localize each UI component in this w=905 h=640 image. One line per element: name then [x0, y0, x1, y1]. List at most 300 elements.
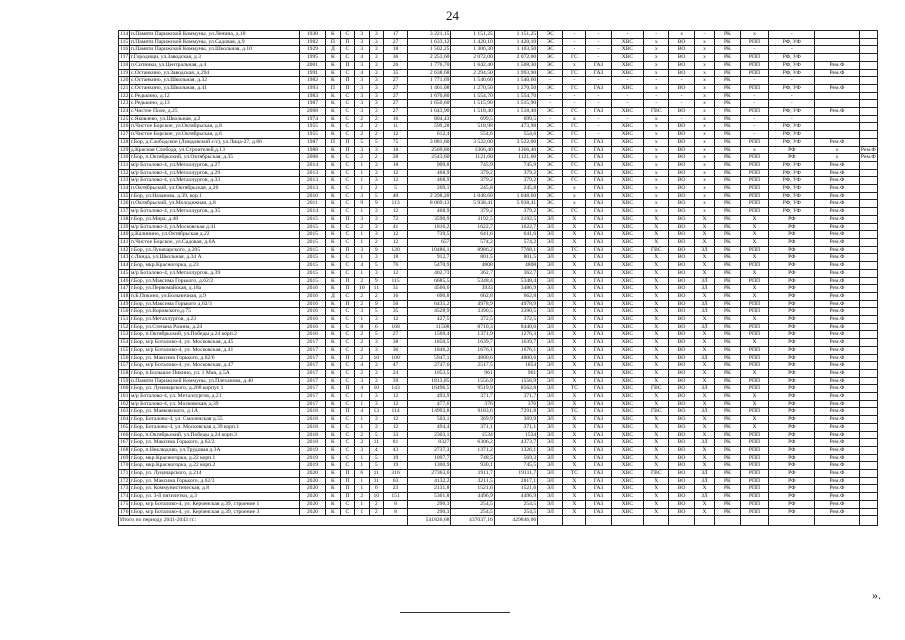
- table-cell: [859, 331, 877, 339]
- table-cell: 4: [355, 262, 369, 270]
- table-cell: х: [644, 146, 669, 154]
- table-cell: 1 151,25: [451, 31, 494, 39]
- address-cell: м/р Боталово-4, ул.Металлургов, д.39: [129, 269, 299, 277]
- table-cell: 641,6: [451, 231, 494, 239]
- table-cell: ВО: [669, 54, 694, 62]
- table-cell: К: [326, 269, 340, 277]
- table-cell: К: [326, 346, 340, 354]
- row-number-cell: 174: [120, 493, 129, 500]
- table-cell: 19: [384, 454, 408, 462]
- table-cell: ГАЗ: [586, 146, 611, 154]
- table-cell: 8 069,13: [408, 200, 451, 208]
- table-cell: С: [340, 292, 354, 300]
- table-cell: ГАЗ: [586, 493, 611, 501]
- table-cell: х: [644, 38, 669, 46]
- table-cell: ХВС: [611, 215, 644, 223]
- table-cell: 10486,1: [408, 246, 451, 254]
- table-row: [119, 231, 878, 239]
- table-cell: Х: [644, 323, 669, 331]
- table-cell: РПП: [740, 185, 769, 193]
- table-cell: ВО: [669, 169, 694, 177]
- table-cell: 2016: [299, 285, 326, 293]
- table-cell: Х: [563, 223, 586, 231]
- table-cell: Х: [694, 369, 714, 377]
- table-cell: С: [340, 131, 354, 139]
- table-cell: ГАЗ: [586, 285, 611, 293]
- table-cell: Х: [644, 354, 669, 362]
- table-cell: РК: [715, 316, 740, 324]
- table-cell: -: [586, 123, 611, 131]
- row-number-cell: 126: [120, 123, 129, 130]
- table-cell: 3: [369, 46, 383, 54]
- table-cell: 16496,5: [408, 385, 451, 393]
- table-cell: РК: [715, 416, 740, 424]
- table-cell: РК: [715, 354, 740, 362]
- table-cell: С: [340, 254, 354, 262]
- table-cell: К: [326, 208, 340, 216]
- table-cell: ХВС: [611, 269, 644, 277]
- table-row: [119, 408, 878, 416]
- table-cell: 1 420,10: [494, 38, 537, 46]
- table-cell: 3 221,15: [408, 31, 451, 39]
- table-cell: РК: [715, 238, 740, 246]
- table-cell: ХВС: [611, 84, 644, 92]
- table-cell: 2017: [299, 339, 326, 347]
- table-cell: Х: [740, 393, 769, 401]
- table-cell: 662,8: [451, 292, 494, 300]
- table-cell: Д: [326, 292, 340, 300]
- table-cell: 1: [355, 269, 369, 277]
- table-cell: Х: [563, 431, 586, 439]
- table-cell: РФ, УФ: [769, 169, 815, 177]
- table-cell: РПП: [740, 192, 769, 200]
- table-cell: 379,2: [494, 208, 537, 216]
- table-cell: 371,7: [451, 393, 494, 401]
- table-cell: 2017: [299, 393, 326, 401]
- table-cell: ГС: [563, 177, 586, 185]
- table-cell: 2008: [299, 108, 326, 116]
- table-cell: ЗЛ: [694, 408, 714, 416]
- table-cell: 3: [369, 108, 383, 116]
- table-cell: Х: [563, 231, 586, 239]
- table-cell: С: [340, 446, 354, 454]
- table-cell: ЭЛ: [538, 485, 563, 493]
- table-cell: ХВС: [611, 246, 644, 254]
- table-cell: 1371,2: [451, 446, 494, 454]
- row-number-cell: 122: [120, 92, 129, 99]
- table-cell: ВО: [669, 362, 694, 370]
- table-cell: [859, 138, 877, 146]
- table-cell: Рем.Ф: [815, 354, 860, 362]
- table-cell: 72: [384, 215, 408, 223]
- table-cell: ЭЛ: [538, 300, 563, 308]
- table-cell: РФ: [769, 416, 815, 424]
- row-number-cell: 143: [120, 254, 129, 261]
- row-number-cell: 117: [120, 54, 129, 61]
- row-number-cell: 149: [120, 300, 129, 307]
- table-cell: 379,2: [451, 169, 494, 177]
- table-cell: ХВС: [611, 208, 644, 216]
- table-cell: 468,9: [408, 208, 451, 216]
- table-cell: РПП: [740, 138, 769, 146]
- table-cell: РК: [715, 31, 740, 39]
- table-cell: 1991: [299, 69, 326, 77]
- table-cell: ЗЛ: [694, 277, 714, 285]
- table-cell: Рем.Ф: [815, 108, 860, 116]
- address-cell: г.Бор, ул. Максима Горького, д.62/3: [129, 477, 299, 485]
- table-body: [119, 31, 878, 516]
- table-cell: 369,9: [451, 416, 494, 424]
- table-cell: 2020: [299, 508, 326, 516]
- table-cell: РК: [715, 54, 740, 62]
- table-cell: С: [340, 169, 354, 177]
- table-cell: ГС: [563, 54, 586, 62]
- table-cell: К: [326, 439, 340, 447]
- table-cell: П: [340, 285, 354, 293]
- table-cell: Х: [694, 238, 714, 246]
- table-cell: 1556,9: [451, 377, 494, 385]
- table-cell: ХВС: [611, 377, 644, 385]
- table-cell: К: [326, 61, 340, 69]
- table-cell: 3390,5: [451, 308, 494, 316]
- table-cell: х: [694, 108, 714, 116]
- table-cell: [859, 269, 877, 277]
- table-cell: ГС: [563, 169, 586, 177]
- table-cell: Х: [694, 269, 714, 277]
- table-cell: 2 294,50: [451, 69, 494, 77]
- table-cell: С: [340, 54, 354, 62]
- table-cell: Рем.Ф: [815, 246, 860, 254]
- table-row: [119, 285, 878, 293]
- table-cell: ЗЛ: [694, 477, 714, 485]
- table-cell: ЭЛ: [538, 377, 563, 385]
- table-cell: ЭС: [538, 138, 563, 146]
- table-cell: -: [586, 77, 611, 85]
- table-cell: Х: [644, 292, 669, 300]
- table-cell: РК: [715, 269, 740, 277]
- table-cell: 9: [369, 277, 383, 285]
- table-cell: 5 938,41: [451, 200, 494, 208]
- table-cell: РК: [715, 108, 740, 116]
- table-cell: Х: [563, 300, 586, 308]
- table-cell: 4496,9: [451, 493, 494, 501]
- table-cell: 245,8: [451, 185, 494, 193]
- table-cell: Рем.Ф: [815, 346, 860, 354]
- table-cell: ГАЗ: [586, 508, 611, 516]
- table-cell: [859, 208, 877, 216]
- table-cell: С: [340, 154, 354, 162]
- table-cell: Рем.Ф: [815, 470, 860, 478]
- table-cell: 2: [355, 154, 369, 162]
- table-cell: ЭС: [538, 208, 563, 216]
- table-cell: 2: [355, 292, 369, 300]
- table-cell: 81: [384, 439, 408, 447]
- table-cell: 1930: [299, 31, 326, 39]
- row-number-cell: 121: [120, 84, 129, 91]
- table-cell: ГАЗ: [586, 108, 611, 116]
- table-cell: РК: [715, 69, 740, 77]
- table-cell: 1521,6: [451, 485, 494, 493]
- table-cell: ВО: [669, 185, 694, 193]
- table-cell: ЭЛ: [538, 231, 563, 239]
- table-cell: РК: [715, 100, 740, 108]
- table-cell: ВО: [669, 161, 694, 169]
- table-cell: 33: [384, 431, 408, 439]
- table-cell: 5: [369, 462, 383, 470]
- table-cell: 1300,9: [408, 462, 451, 470]
- table-cell: РПП: [740, 470, 769, 478]
- table-cell: РПП: [740, 200, 769, 208]
- table-cell: 362,7: [451, 269, 494, 277]
- table-row: [119, 38, 878, 46]
- table-cell: Рем.Ф: [815, 316, 860, 324]
- table-cell: РК: [715, 454, 740, 462]
- table-cell: 1 554,70: [494, 92, 537, 100]
- table-cell: Рем.Ф: [815, 454, 860, 462]
- table-cell: Х: [644, 400, 669, 408]
- table-cell: С: [340, 346, 354, 354]
- table-cell: ЭЛ: [538, 316, 563, 324]
- table-cell: 3: [369, 369, 383, 377]
- table-cell: ЭЛ: [538, 462, 563, 470]
- table-cell: РПП: [740, 308, 769, 316]
- table-cell: х: [644, 138, 669, 146]
- table-cell: [859, 493, 877, 501]
- table-cell: РПП: [740, 246, 769, 254]
- table-cell: 574,2: [451, 238, 494, 246]
- table-cell: 3: [369, 100, 383, 108]
- table-row: [119, 108, 878, 116]
- table-cell: -: [644, 92, 669, 100]
- table-cell: х: [644, 161, 669, 169]
- table-cell: 19111,7: [494, 470, 537, 478]
- table-cell: Х: [740, 316, 769, 324]
- row-number-cell: 129: [120, 146, 129, 153]
- table-cell: Х: [644, 446, 669, 454]
- table-cell: 2543,60: [408, 154, 451, 162]
- table-cell: 3933: [451, 285, 494, 293]
- table-cell: 1 540,60: [494, 77, 537, 85]
- table-cell: РФ: [769, 262, 815, 270]
- table-cell: Х: [563, 446, 586, 454]
- table-cell: ХВС: [611, 477, 644, 485]
- table-cell: ВО: [669, 231, 694, 239]
- table-cell: 2016: [299, 316, 326, 324]
- table-cell: РК: [715, 192, 740, 200]
- table-cell: 961: [451, 369, 494, 377]
- table-cell: Х: [694, 485, 714, 493]
- table-cell: 369,9: [494, 416, 537, 424]
- table-cell: ХВС: [611, 423, 644, 431]
- table-row: [119, 169, 878, 177]
- table-cell: ХВС: [611, 400, 644, 408]
- table-cell: 1556,9: [494, 377, 537, 385]
- table-cell: х: [694, 61, 714, 69]
- table-cell: РК: [715, 508, 740, 516]
- table-cell: 3: [355, 246, 369, 254]
- table-cell: Рем.Ф: [815, 277, 860, 285]
- table-cell: 1 306,30: [451, 46, 494, 54]
- table-cell: 427,5: [408, 316, 451, 324]
- table-cell: ГС: [563, 208, 586, 216]
- table-cell: С: [340, 454, 354, 462]
- table-cell: С: [340, 400, 354, 408]
- table-cell: -: [669, 115, 694, 123]
- table-cell: 1: [355, 254, 369, 262]
- table-cell: ЗЛ: [694, 470, 714, 478]
- table-row: [119, 123, 878, 131]
- table-cell: 254,5: [494, 500, 537, 508]
- table-cell: х: [644, 54, 669, 62]
- table-cell: 3: [355, 192, 369, 200]
- table-cell: 3390,5: [494, 308, 537, 316]
- table-cell: ХВС: [611, 61, 644, 69]
- table-cell: РК: [715, 223, 740, 231]
- address-cell: г.Городищи, ул.Заводская, д.3: [129, 54, 299, 62]
- table-cell: С: [340, 423, 354, 431]
- table-cell: [859, 38, 877, 46]
- table-cell: Х: [644, 500, 669, 508]
- table-cell: РПП: [740, 61, 769, 69]
- table-cell: РК: [715, 408, 740, 416]
- table-cell: Рем.Ф: [815, 61, 860, 69]
- table-cell: 2: [355, 300, 369, 308]
- table-cell: РК: [715, 61, 740, 69]
- row-number-cell: 133: [120, 177, 129, 184]
- table-cell: -: [586, 115, 611, 123]
- table-cell: 379,2: [494, 169, 537, 177]
- table-cell: ХВС: [611, 131, 644, 139]
- table-cell: х: [694, 161, 714, 169]
- table-cell: П: [326, 84, 340, 92]
- row-number-cell: 160: [120, 385, 129, 392]
- table-cell: ЭС: [538, 123, 563, 131]
- table-cell: -: [586, 100, 611, 108]
- table-cell: 1121,60: [494, 154, 537, 162]
- table-cell: [859, 285, 877, 293]
- table-cell: 3: [369, 346, 383, 354]
- table-cell: ВО: [669, 46, 694, 54]
- table-cell: Х: [563, 215, 586, 223]
- table-cell: 11: [384, 123, 408, 131]
- table-cell: 4: [355, 385, 369, 393]
- table-cell: РФ: [769, 462, 815, 470]
- table-cell: 114: [384, 408, 408, 416]
- table-cell: [815, 38, 860, 46]
- table-cell: ВО: [669, 254, 694, 262]
- table-cell: [669, 516, 694, 526]
- table-cell: П: [340, 485, 354, 493]
- table-cell: ЭЛ: [538, 493, 563, 501]
- table-cell: ГАЗ: [586, 161, 611, 169]
- row-number-cell: 161: [120, 393, 129, 400]
- table-cell: РК: [715, 362, 740, 370]
- table-cell: РПП: [740, 177, 769, 185]
- table-cell: Рем.Ф: [815, 446, 860, 454]
- table-cell: К: [326, 115, 340, 123]
- table-cell: Рем.Ф: [815, 69, 860, 77]
- table-cell: Х: [563, 416, 586, 424]
- table-cell: 379,2: [451, 208, 494, 216]
- table-cell: -: [563, 77, 586, 85]
- table-cell: ВО: [669, 477, 694, 485]
- table-cell: 376: [494, 400, 537, 408]
- table-cell: 2014: [299, 208, 326, 216]
- table-cell: Рем.Ф: [815, 192, 860, 200]
- table-cell: ЭЛ: [538, 400, 563, 408]
- table-cell: Х: [644, 300, 669, 308]
- table-row: [119, 208, 878, 216]
- table-cell: 290,3: [408, 500, 451, 508]
- table-cell: ГАЗ: [586, 377, 611, 385]
- table-cell: 4978,9: [451, 300, 494, 308]
- table-cell: Х: [644, 215, 669, 223]
- table-cell: х: [694, 154, 714, 162]
- table-cell: 1 420,10: [451, 38, 494, 46]
- table-cell: Х: [644, 439, 669, 447]
- table-cell: 2018: [299, 423, 326, 431]
- table-cell: [769, 516, 815, 526]
- address-cell: п.Памяти Парижской Коммуны, ул.Плеханова, д.40: [129, 377, 299, 385]
- table-cell: 748,5: [451, 454, 494, 462]
- row-number-cell: 130: [120, 154, 129, 161]
- table-cell: 4: [355, 408, 369, 416]
- table-cell: 27: [384, 108, 408, 116]
- table-cell: С: [340, 100, 354, 108]
- table-cell: 1 048,60: [494, 192, 537, 200]
- table-cell: ГАЗ: [586, 369, 611, 377]
- table-cell: ГАЗ: [586, 400, 611, 408]
- table-cell: 2: [355, 223, 369, 231]
- table-cell: 1639,7: [494, 339, 537, 347]
- table-cell: ВО: [669, 408, 694, 416]
- table-cell: К: [326, 508, 340, 516]
- table-cell: 2: [355, 115, 369, 123]
- table-row: [119, 154, 878, 162]
- table-cell: Х: [740, 400, 769, 408]
- table-cell: 2817,1: [494, 477, 537, 485]
- table-cell: 3: [355, 61, 369, 69]
- table-cell: 2015: [299, 277, 326, 285]
- table-cell: ВО: [669, 331, 694, 339]
- table-cell: ХВС: [611, 339, 644, 347]
- table-cell: Рем.Ф: [815, 231, 860, 239]
- table-cell: РФ: [769, 431, 815, 439]
- table-cell: ХВС: [611, 262, 644, 270]
- table-cell: 168: [384, 323, 408, 331]
- table-cell: х: [694, 208, 714, 216]
- table-cell: С: [340, 416, 354, 424]
- table-cell: 5947,1: [408, 354, 451, 362]
- table-cell: ВО: [669, 292, 694, 300]
- table-cell: П: [326, 38, 340, 46]
- table-cell: ГС: [563, 154, 586, 162]
- table-cell: РПП: [740, 69, 769, 77]
- table-cell: ХВС: [611, 462, 644, 470]
- table-cell: 3: [355, 84, 369, 92]
- table-cell: 4808: [494, 262, 537, 270]
- address-cell: г.Бор, ул. Коммунистическая, д.8: [129, 485, 299, 493]
- table-cell: Х: [563, 423, 586, 431]
- address-cell: м/р Боталово-4, ул.Металлургов, д.27: [129, 161, 299, 169]
- table-cell: С: [340, 439, 354, 447]
- table-cell: ХВС: [611, 446, 644, 454]
- table-row: [119, 377, 878, 385]
- table-cell: К: [326, 323, 340, 331]
- table-cell: 9183,6: [451, 408, 494, 416]
- table-cell: 3: [369, 339, 383, 347]
- table-cell: К: [326, 54, 340, 62]
